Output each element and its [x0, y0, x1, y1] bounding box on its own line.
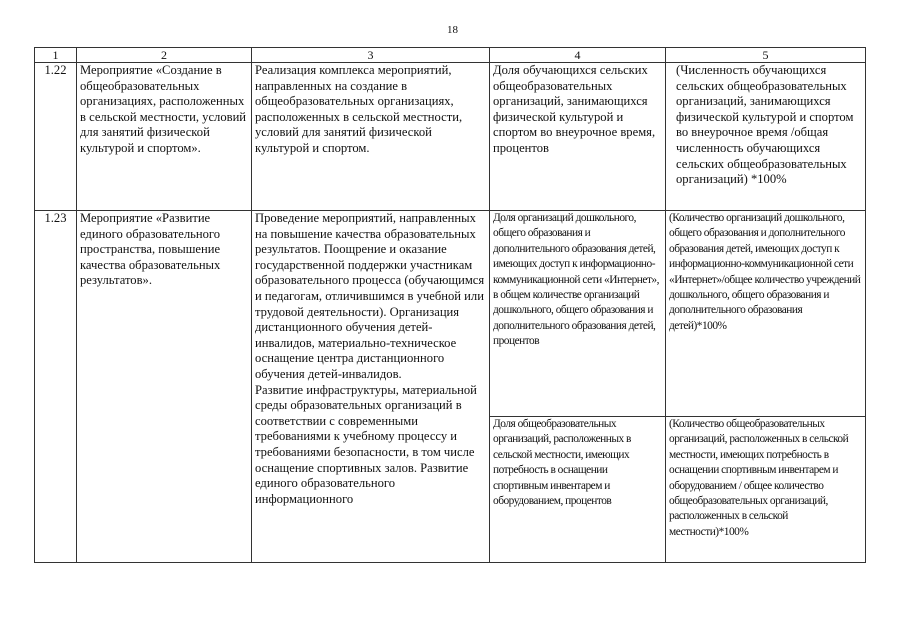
row-number: 1.23 — [35, 211, 77, 563]
measure-content-part-2: Развитие инфраструктуры, материальной среды образовательных организаций в соответствии с современными требованиями к учебному процессу и требованиями безопасности, в том числе оснащение спортивных залов. Развитие единого образовательного информационного — [255, 382, 477, 506]
page-number: 18 — [447, 24, 458, 36]
table-row — [35, 63, 866, 211]
header-col-4: 4 — [490, 48, 666, 63]
measure-name: Мероприятие «Создание в общеобразовательных организациях, расположенных в сельской местности, условий для занятий физической культурой и спортом». — [77, 63, 252, 211]
table-header-row — [35, 48, 866, 63]
indicator-name: Доля организаций дошкольного, общего образования и дополнительного образования детей, имеющих доступ к информационно-коммуникационной сети «Интернет», в общем количестве организаций дошкольного, общего образования и дополнительного образования детей, процентов — [490, 211, 666, 417]
header-col-2: 2 — [77, 48, 252, 63]
table-row — [35, 211, 866, 417]
row-number: 1.22 — [35, 63, 77, 211]
measure-content — [252, 211, 490, 563]
indicator-formula: (Количество общеобразовательных организаций, расположенных в сельской местности, имеющих потребность в оснащении спортивным инвентарем и оборудованием / общее количество общеобразовательных организаций, расположенных в сельской местности)*100% — [666, 417, 866, 563]
measure-name: Мероприятие «Развитие единого образовательного пространства, повышение качества образовательных результатов». — [77, 211, 252, 563]
indicator-formula: (Количество организаций дошкольного, общего образования и дополнительного образования детей, имеющих доступ к информационно-коммуникационной сети «Интернет»/общее количество учреждений дошкольного, общего образования и дополнительного образования детей)*100% — [666, 211, 866, 417]
indicator-name: Доля общеобразовательных организаций, расположенных в сельской местности, имеющих потребность в оснащении спортивным инвентарем и оборудованием, процентов — [490, 417, 666, 563]
program-measures-table — [34, 47, 866, 563]
header-col-5: 5 — [666, 48, 866, 63]
indicator-name: Доля обучающихся сельских общеобразовательных организаций, занимающихся физической культурой и спортом во внеурочное время, процентов — [490, 63, 666, 211]
measure-content-part-1: Проведение мероприятий, направленных на повышение качества образовательных результатов. Поощрение и оказание государственной поддержки участникам образовательного процесса (обучающимся и педагогам, отличившимся в учебной или трудовой деятельности). Организация дистанционного обучения детей-инвалидов, материально-техническое оснащение центра дистанционного обучения детей-инвалидов. — [255, 211, 485, 381]
header-col-3: 3 — [252, 48, 490, 63]
indicator-formula: (Численность обучающихся сельских общеобразовательных организаций, занимающихся физической культурой и спортом во внеурочное время /общая численность обучающихся сельских общеобразовательных организаций) *100% — [666, 63, 866, 211]
header-col-1: 1 — [35, 48, 77, 63]
measure-content: Реализация комплекса мероприятий, направленных на создание в общеобразовательных организациях, расположенных в сельской местности, условий для занятий физической культурой и спортом. — [252, 63, 490, 211]
